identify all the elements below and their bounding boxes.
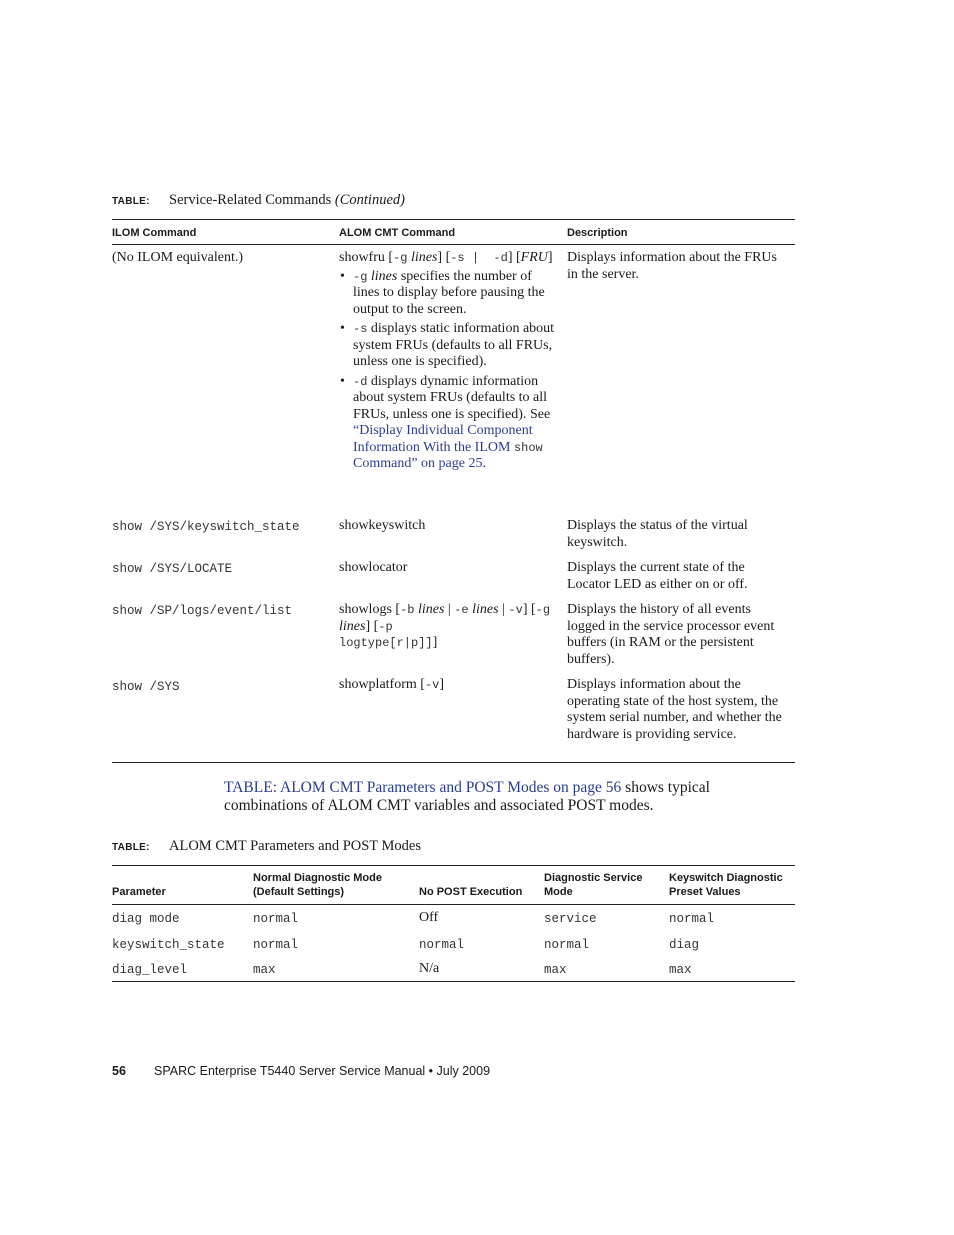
t2-r3-c1: diag_level (112, 963, 188, 977)
page-footer (112, 1064, 490, 1078)
cell-alom-showlogs: showlogs [-b lines | -e lines | -v] [-g lines] [-p logtype[r|p]]] (339, 602, 551, 650)
t2-r2-c1: keyswitch_state (112, 938, 225, 952)
table2-top-rule (112, 865, 795, 866)
body-paragraph: TABLE: ALOM CMT Parameters and POST Modes on page 56 shows typical combinations of ALOM CMT variables and associated POST modes. (224, 779, 710, 814)
t2-r1-c5: normal (669, 912, 715, 926)
t2-header-parameter: Parameter (112, 886, 166, 898)
table-reference-link[interactable]: TABLE: ALOM CMT Parameters and POST Modes on page 56 (224, 779, 622, 796)
t2-r3-c3: N/a (419, 961, 440, 976)
cell-ilom-logs: show /SP/logs/event/list (112, 604, 293, 618)
showfru-syntax: showfru [-g lines] [-s | -d] [FRU] (339, 250, 553, 265)
col-header-description: Description (567, 227, 628, 239)
t2-header-normal: Normal Diagnostic Mode (Default Settings) (253, 872, 382, 898)
cell-alom-keyswitch: showkeyswitch (339, 518, 426, 533)
t2-r2-c3: normal (419, 938, 465, 952)
t2-r1-c4: service (544, 912, 597, 926)
cell-alom-locate: showlocator (339, 560, 408, 575)
page-number: 56 (112, 1064, 126, 1078)
t2-r1-c1: diag mode (112, 912, 180, 926)
t2-r1-c2: normal (253, 912, 299, 926)
t2-r3-c5: max (669, 963, 692, 977)
table2-label: TABLE: (112, 842, 150, 853)
t2-header-service: Diagnostic Service Mode (544, 872, 643, 898)
table2-title: ALOM CMT Parameters and POST Modes (169, 838, 421, 854)
cell-ilom-locate: show /SYS/LOCATE (112, 562, 233, 576)
col-header-ilom: ILOM Command (112, 227, 197, 239)
col-header-alom: ALOM CMT Command (339, 227, 456, 239)
table2-bottom-rule (112, 981, 795, 982)
bullet-s-option: • -s displays static information about system FRUs (defaults to all FRUs, unless one is specified). (339, 321, 561, 371)
bullet-g-option: • -g lines specifies the number of lines to display before pausing the output to the screen. (339, 269, 561, 319)
table-label: TABLE: (112, 196, 150, 207)
cell-alom-showfru (339, 250, 561, 476)
cell-ilom-sys: show /SYS (112, 680, 180, 694)
t2-r2-c2: normal (253, 938, 299, 952)
table-continued: (Continued) (334, 192, 405, 208)
t2-r2-c4: normal (544, 938, 590, 952)
bullet-d-option: • -d displays dynamic information about system FRUs (defaults to all FRUs, unless one is specified). See “Display Individual Component Information With the ILOM show Command” on page 25. (339, 374, 561, 473)
cell-desc-locate: Displays the current state of the Locator LED as either on or off. (567, 560, 748, 592)
cell-ilom-keyswitch: show /SYS/keyswitch_state (112, 520, 300, 534)
t2-r1-c3: Off (419, 910, 439, 925)
t2-header-keyswitch: Keyswitch Diagnostic Preset Values (669, 872, 783, 898)
t2-header-nopost: No POST Execution (419, 886, 523, 898)
cell-desc-logs: Displays the history of all events logged in the service processor event buffers (in RAM or the persistent buffers). (567, 602, 775, 667)
table-title: Service-Related Commands (169, 192, 332, 208)
table-top-rule (112, 219, 795, 220)
table-caption (112, 192, 405, 209)
table2-header-rule (112, 904, 795, 905)
footer-text: SPARC Enterprise T5440 Server Service Manual • July 2009 (154, 1064, 491, 1078)
t2-r2-c5: diag (669, 938, 700, 952)
cell-desc-showfru: Displays information about the FRUs in the server. (567, 250, 777, 282)
cell-alom-showplatform: showplatform [-v] (339, 677, 445, 692)
table2-caption (112, 838, 421, 855)
cell-desc-sys: Displays information about the operating state of the host system, the system serial number, and whether the hardware is providing service. (567, 677, 782, 742)
cell-ilom-showfru: (No ILOM equivalent.) (112, 250, 244, 265)
t2-r3-c2: max (253, 963, 276, 977)
table-bottom-rule (112, 762, 795, 763)
header-rule (112, 244, 795, 245)
t2-r3-c4: max (544, 963, 567, 977)
cross-reference-link[interactable]: “Display Individual Component Information With the ILOM show Command” on page 25 (353, 423, 543, 471)
cell-desc-keyswitch: Displays the status of the virtual keyswitch. (567, 518, 748, 550)
